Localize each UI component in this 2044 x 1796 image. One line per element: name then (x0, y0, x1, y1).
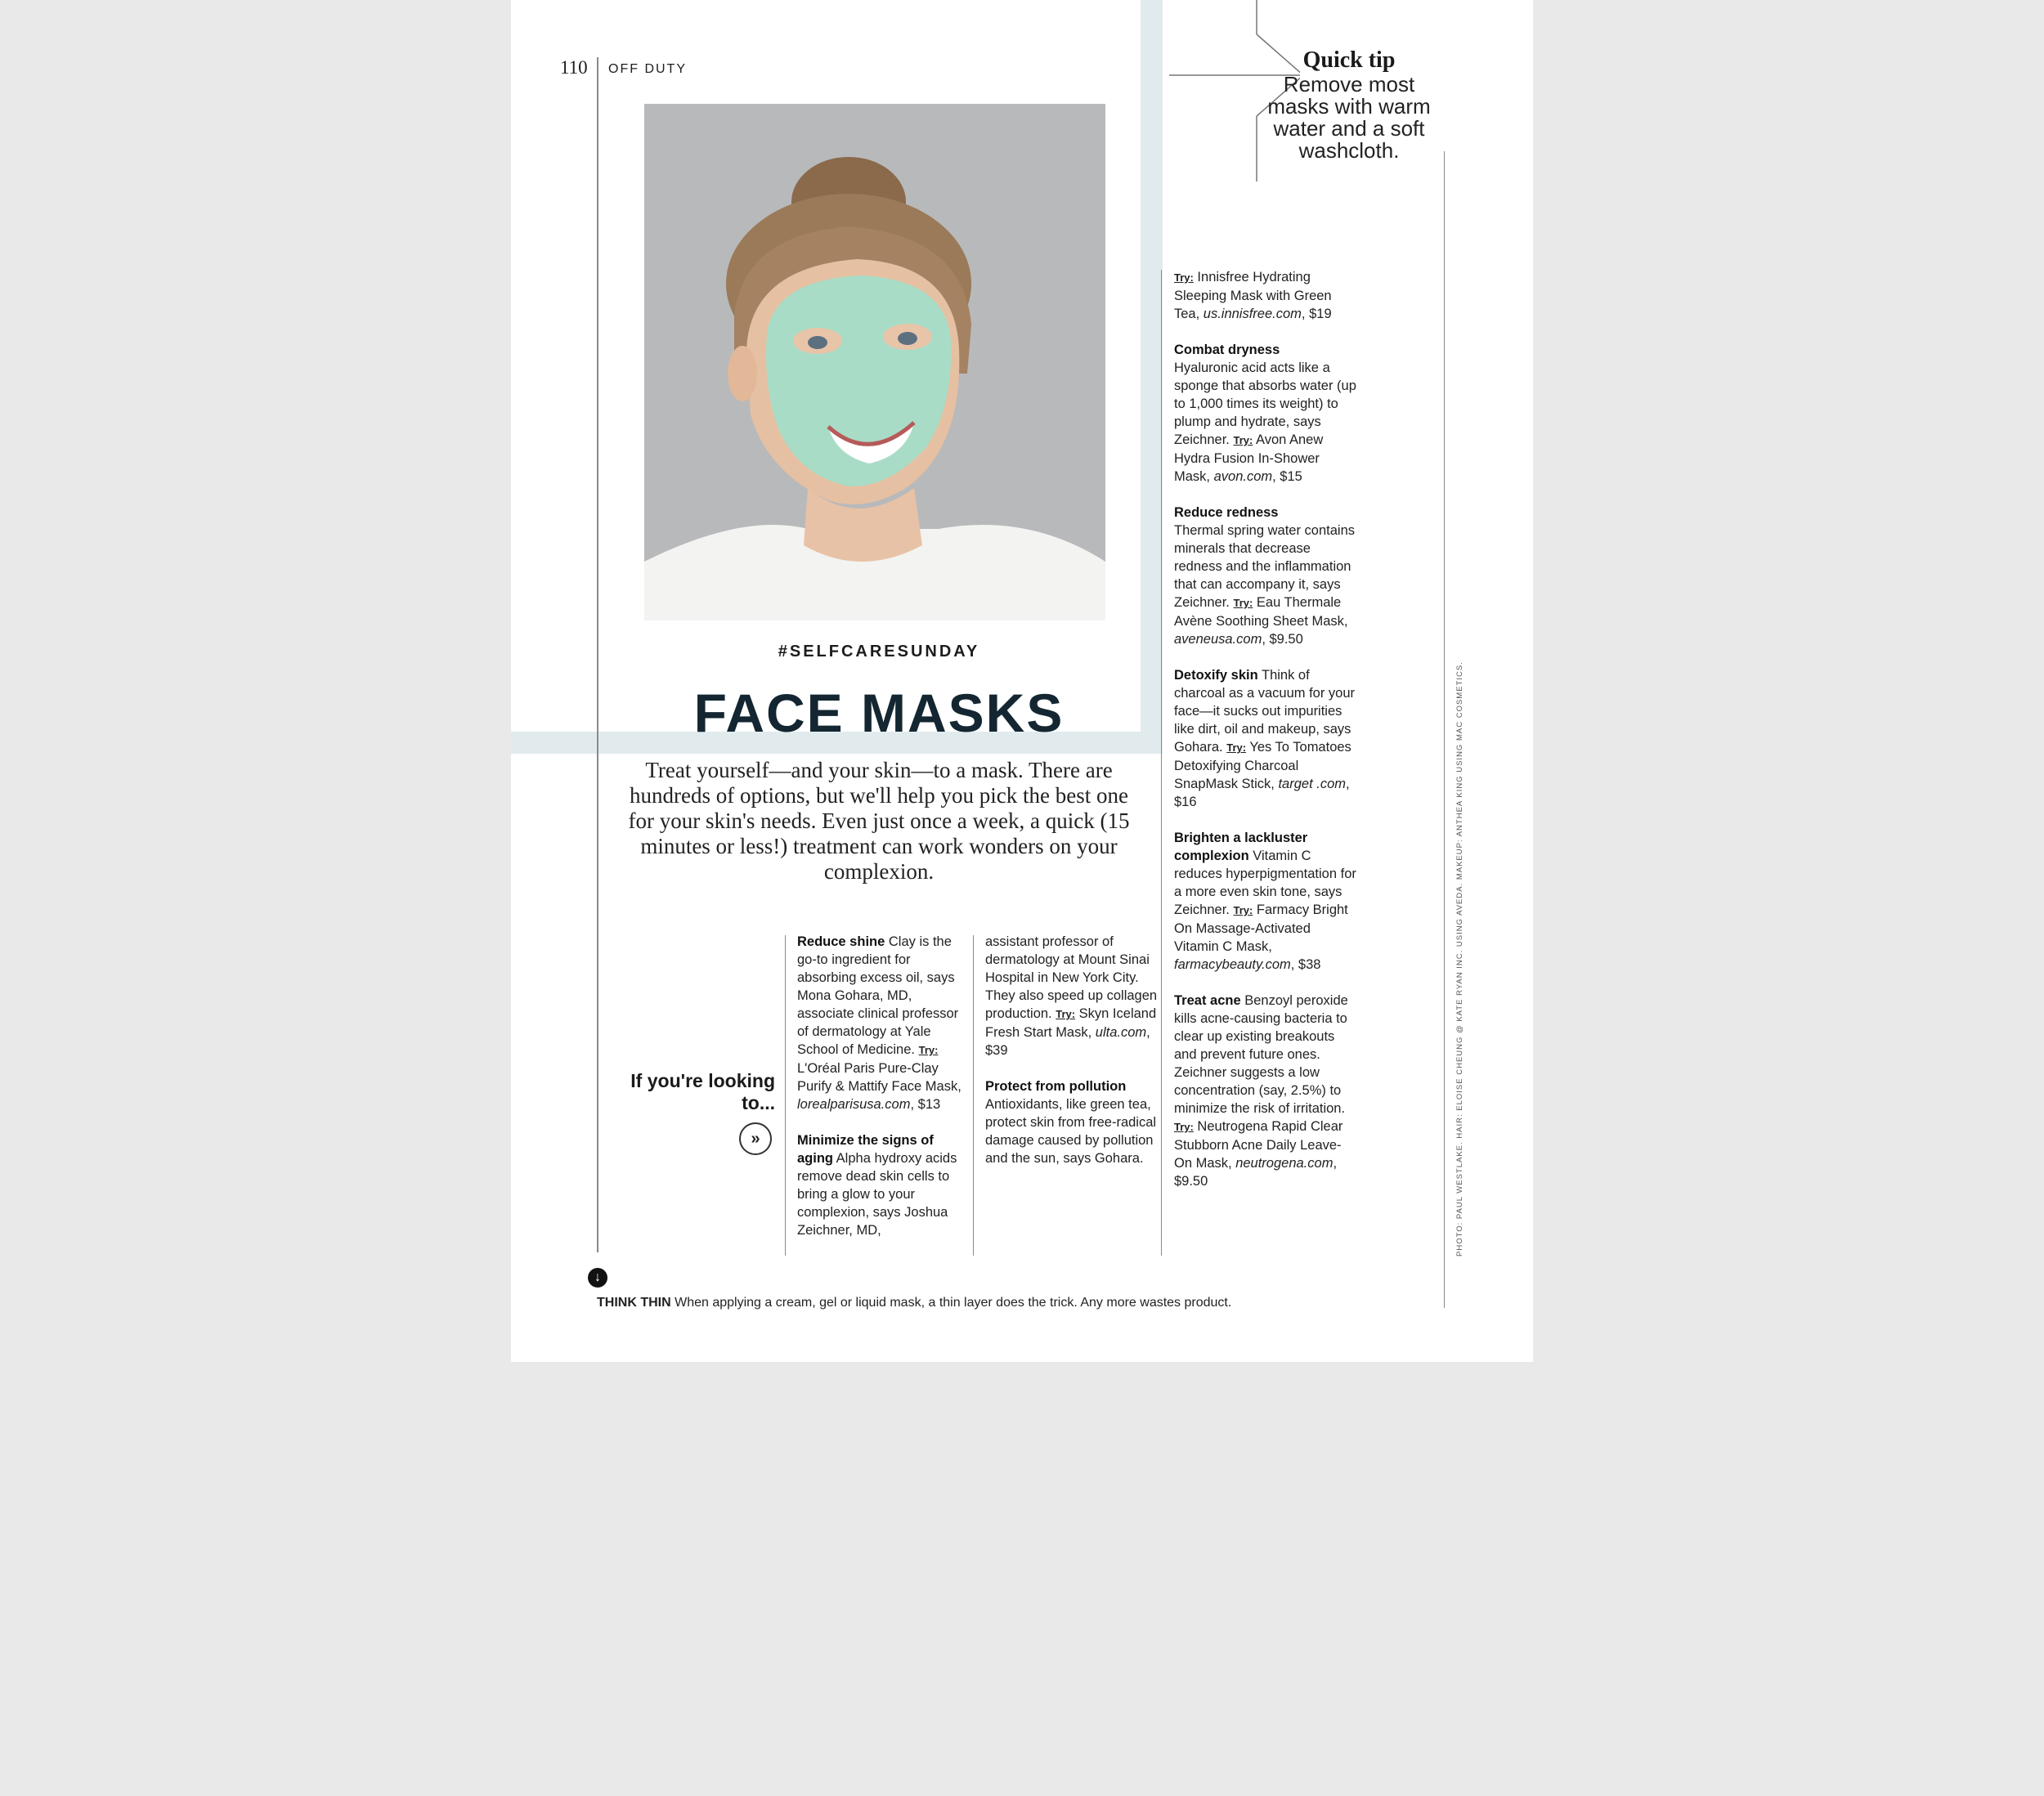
subhead-detox: Detoxify skin (1174, 668, 1258, 683)
column-rule-2 (973, 935, 974, 1256)
subhead-reduce-shine: Reduce shine (797, 934, 885, 949)
hashtag: #SELFCARESUNDAY (778, 643, 980, 661)
body-column-2: assistant professor of dermatology at Mount Sinai Hospital in New York City. They also speed up collagen production. Try: Skyn Iceland Fresh Start Mask, ulta.com, $39 Protect from pollution Antioxidants, like green tea, protect skin from free-radical damage caused by pollution and the sun, says Gohara. (985, 934, 1158, 1166)
column-rule-right (1444, 151, 1445, 1308)
body-column-1: Reduce shine Clay is the go-to ingredient for absorbing excess oil, says Mona Gohara, MD, associate clinical professor of dermatology at Yale School of Medicine. Try: L'Oréal Paris Pure-Clay Purify & Mattify Face Mask, lorealparisusa.com, $13 Minimize the signs of aging Alpha hydroxy acids remove dead skin cells to bring a glow to your complexion, says Joshua Zeichner, MD, (797, 934, 961, 1238)
page-number: 110 (560, 57, 588, 78)
product-site: us.innisfree.com (1203, 307, 1302, 321)
subhead-dryness: Combat dryness (1174, 343, 1280, 357)
product-site: ulta.com (1095, 1025, 1147, 1040)
subhead-redness: Reduce redness (1174, 505, 1279, 520)
body-column-3: Try: Innisfree Hydrating Sleeping Mask with Green Tea, us.innisfree.com, $19 Combat dryness Hyaluronic acid acts like a sponge that absorbs water (up to 1,000 times its weight) to plump and hydrate, says Zeichner. Try: Avon Anew Hydra Fusion In-Shower Mask, avon.com, $15 Reduce redness Thermal spring water contains minerals that decrease redness and the inflammation that can accompany it, says Zeichner. Try: Eau Thermale Avène Soothing Sheet Mask, aveneusa.com, $9.50 Detoxify skin Think of charcoal as a vacuum for your face—it sucks out impurities like dirt, oil and makeup, says Gohara. Try: Yes To Tomatoes Detoxifying Charcoal SnapMask Stick, target .com, $16 Brighten a lackluster complexion Vitamin C reduces hyperpigmentation for a more even skin tone, says Zeichner. Try: Farmacy Bright On Massage-Activated Vitamin C Mask, farmacybeauty.com, $38 Treat acne Benzoyl peroxide kills acne-causing bacteria to clear up existing breakouts and prevent future ones. Zeichner suggests a low concentration (say, 2.5%) to minimize the risk of irritation. Try: Neutrogena Rapid Clear Stubborn Acne Daily Leave-On Mask, neutrogena.com, $9.50 (1174, 270, 1356, 1189)
subhead-aging: Minimize the signs of aging (797, 1133, 934, 1166)
try-label: Try: (918, 1044, 939, 1056)
try-label: Try: (1056, 1008, 1076, 1020)
article-dek: Treat yourself—and your skin—to a mask. There are hundreds of options, but we'll help you pick the best one for your skin's needs. Even just once a week, a quick (15 minutes or less!) treatment can work wonders on your complexion. (628, 758, 1130, 884)
footer-tip (597, 1296, 1333, 1310)
subhead-acne: Treat acne (1174, 993, 1241, 1008)
subhead-pollution: Protect from pollution (985, 1079, 1127, 1094)
article-title: FACE MASKS (693, 683, 1065, 743)
column-rule-3 (1161, 270, 1162, 1256)
woman-face-mask-illustration (644, 104, 1105, 620)
double-chevron-right-icon: » (739, 1122, 772, 1155)
photo-credit-wrap (1455, 661, 1467, 1796)
hero-photo (644, 104, 1105, 620)
quick-tip-text: Remove most masks with warm water and a soft washcloth. (1267, 72, 1431, 163)
looking-to-label: If you're looking to... (630, 1070, 775, 1113)
column-rule-left (597, 57, 598, 1252)
subhead-brighten: Brighten a lackluster complexion (1174, 831, 1308, 863)
try-label: Try: (1174, 271, 1194, 284)
product-site: lorealparisusa.com (797, 1097, 911, 1112)
section-label: OFF DUTY (608, 62, 687, 76)
column-rule-1 (785, 935, 786, 1256)
footer-tip-heading: THINK THIN (597, 1296, 671, 1310)
arrow-down-icon: ↓ (588, 1268, 607, 1288)
quick-tip-heading: Quick tip (1302, 47, 1396, 73)
footer-tip-text: When applying a cream, gel or liquid mask, a thin layer does the trick. Any more wastes product. (670, 1296, 1232, 1310)
accent-bar-vertical (1141, 0, 1163, 752)
photo-credit: PHOTO: PAUL WESTLAKE. HAIR: ELOISE CHEUNG @ KATE RYAN INC. USING AVEDA. MAKEUP: ANTHEA KING USING MAC COSMETICS. (1455, 661, 1464, 1256)
